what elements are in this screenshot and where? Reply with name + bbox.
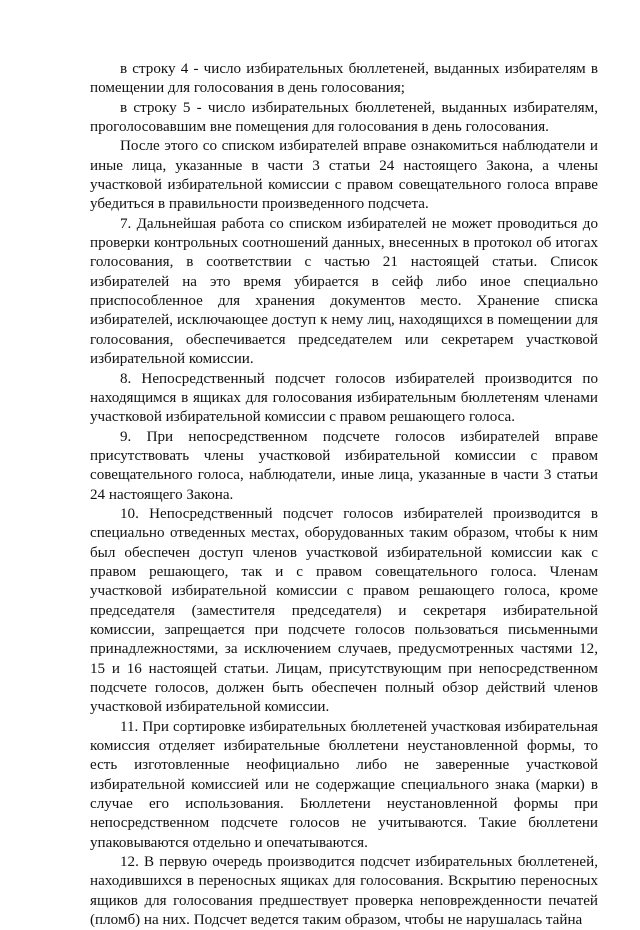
paragraph-item-10: 10. Непосредственный подсчет голосов избирателей производится в специально отведенных местах, оборудованных таким образом, чтобы к ним был обеспечен доступ членов участковой избирательной комиссии как с правом решающего, так и с правом совещательного голоса. Членам участковой избирательной комиссии с правом решающего голоса, кроме председателя (заместителя председателя) и секретаря избирательной комиссии, запрещается при подсчете голосов пользоваться письменными принадлежностями, за исключением случаев, предусмотренных частями 12, 15 и 16 настоящей статьи. Лицам, присутствующим при непосредственном подсчете голосов, должен быть обеспечен полный обзор действий членов участковой избирательной комиссии. xyxy=(90,505,598,716)
paragraph-observers: После этого со списком избирателей вправе ознакомиться наблюдатели и иные лица, указанные в части 3 статьи 24 настоящего Закона, а члены участковой избирательной комиссии с правом совещательного голоса вправе убедиться в правильности произведенного подсчета. xyxy=(90,138,598,213)
paragraph-line4: в строку 4 - число избирательных бюллетеней, выданных избирателям в помещении для голосования в день голосования; xyxy=(90,61,598,97)
paragraph-item-7: 7. Дальнейшая работа со списком избирателей не может проводиться до проверки контрольных соотношений данных, внесенных в протокол об итогах голосования, в соответствии с частью 21 настоящей статьи. Список избирателей на это время убирается в сейф либо иное специально приспособленное для хранения документов место. Хранение списка избирателей, исключающее доступ к нему лиц, находящихся в помещении для голосования, обеспечивается председателем или секретарем участковой избирательной комиссии. xyxy=(90,215,598,368)
document-page xyxy=(90,60,598,930)
paragraph-line5: в строку 5 - число избирательных бюллетеней, выданных избирателям, проголосовавшим вне помещения для голосования в день голосования. xyxy=(90,99,598,136)
paragraph-item-9: 9. При непосредственном подсчете голосов избирателей вправе присутствовать члены участковой избирательной комиссии с правом совещательного голоса, наблюдатели, иные лица, указанные в части 3 статьи 24 настоящего Закона. xyxy=(90,428,598,503)
paragraph-item-12: 12. В первую очередь производится подсчет избирательных бюллетеней, находившихся в переносных ящиках для голосования. Вскрытию переносных ящиков для голосования предшествует проверка неповрежденности печатей (пломб) на них. Подсчет ведется таким образом, чтобы не нарушалась тайна xyxy=(90,854,598,929)
paragraph-item-8: 8. Непосредственный подсчет голосов избирателей производится по находящимся в ящиках для голосования избирательным бюллетеням членами участковой избирательной комиссии с правом решающего голоса. xyxy=(90,370,598,426)
paragraph-item-11: 11. При сортировке избирательных бюллетеней участковая избирательная комиссия отделяет избирательные бюллетени неустановленной формы, то есть изготовленные неофициально либо не заверенные участковой избирательной комиссией или не содержащие специального знака (марки) в случае его использования. Бюллетени неустановленной формы при непосредственном подсчете голосов не учитываются. Такие бюллетени упаковываются отдельно и опечатываются. xyxy=(90,718,598,851)
